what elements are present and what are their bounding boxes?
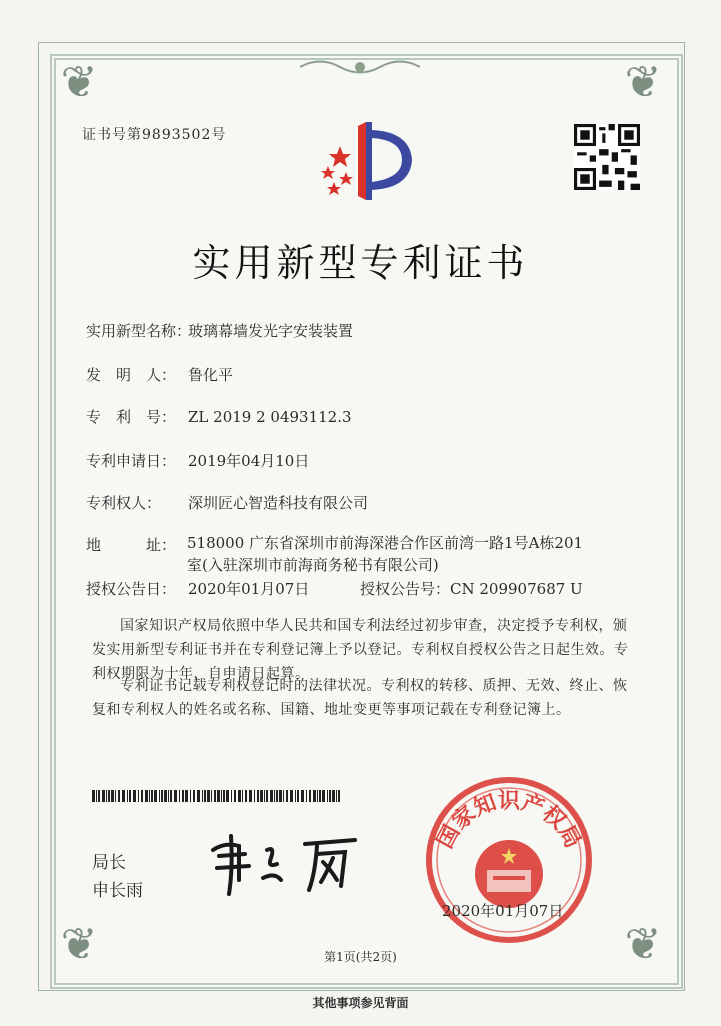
legal-paragraph-2: 专利证书记载专利权登记时的法律状况。专利权的转移、质押、无效、终止、恢复和专利权人的姓名或名称、国籍、地址变更等事项记载在专利登记簿上。 [92, 678, 628, 718]
field-address-value [187, 532, 587, 576]
field-label: 实用新型名称： [86, 322, 192, 340]
field-label: 专利权人： [86, 494, 162, 512]
footer-note: 其他事项参见背面 [312, 996, 409, 1010]
top-ornament [300, 56, 420, 78]
issue-date: 2020年01月07日 [442, 902, 564, 920]
barcode-icon [92, 790, 344, 802]
cnipa-logo-icon [318, 116, 428, 206]
field-filing-date [86, 450, 309, 471]
field-utility-model-name [86, 320, 353, 341]
certificate-number: 证书号第9893502号 [82, 127, 227, 143]
field-value: ZL 2019 2 0493112.3 [188, 408, 352, 426]
field-label: 地 址： [86, 536, 177, 554]
certificate-title: 实用新型专利证书 [192, 241, 529, 285]
field-inventor [86, 364, 233, 385]
handwritten-signature [205, 828, 375, 898]
field-patentee [86, 492, 368, 513]
field-value: 玻璃幕墙发光字安装装置 [188, 322, 354, 340]
field-value: 2020年01月07日 [188, 580, 310, 598]
signatory-title: 局长 [92, 853, 126, 873]
corner-ornament-top-right: ❦ [624, 57, 662, 108]
field-label: 发 明 人： [86, 366, 177, 384]
corner-ornament-bottom-right: ❦ [624, 919, 662, 970]
field-value: 2019年04月10日 [188, 452, 310, 470]
field-value: CN 209907687 U [450, 580, 583, 598]
field-label: 授权公告日： [86, 580, 177, 598]
corner-ornament-top-left: ❦ [60, 57, 98, 108]
signatory-name: 申长雨 [92, 881, 143, 901]
page-indicator: 第1页(共2页) [324, 950, 397, 964]
field-label: 专利申请日： [86, 452, 177, 470]
legal-paragraph-1: 国家知识产权局依照中华人民共和国专利法经过初步审查，决定授予专利权，颁发实用新型专利证书并在专利登记簿上予以登记。专利权自授权公告之日起生效。专利权期限为十年，自申请日起算。 [92, 618, 629, 682]
address-line: 518000 广东省深圳市前海深港合作区前湾一路1号A栋201 [187, 534, 584, 552]
field-address-label [86, 534, 188, 555]
field-value: 深圳匠心智造科技有限公司 [188, 494, 369, 512]
field-value: 鲁化平 [188, 366, 234, 384]
field-patent-number [86, 406, 352, 427]
seal-text: 国家知识产权局 [431, 787, 587, 853]
corner-ornament-bottom-left: ❦ [60, 919, 98, 970]
field-grant-date [86, 578, 583, 599]
qr-code-icon [574, 124, 640, 190]
field-label: 专 利 号： [86, 408, 177, 426]
address-line: 室(入驻深圳市前海商务秘书有限公司) [187, 556, 439, 574]
field-label: 授权公告号： [360, 580, 451, 598]
